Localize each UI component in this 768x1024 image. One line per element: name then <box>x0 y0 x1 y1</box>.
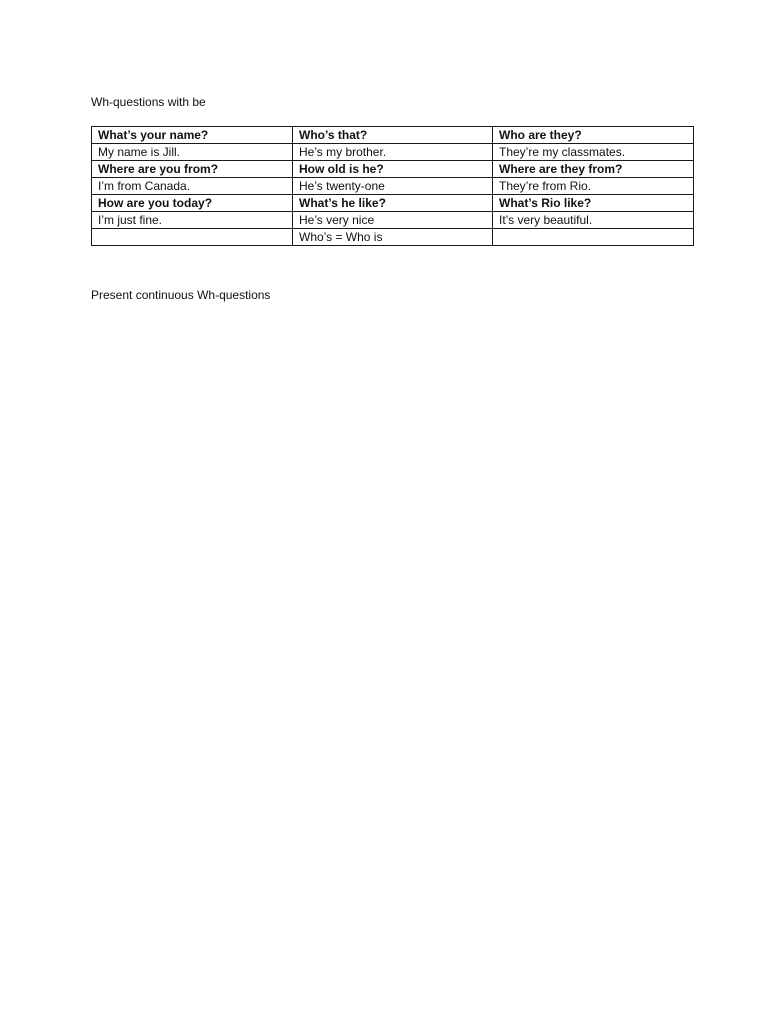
table-cell: How are you today? <box>92 195 293 212</box>
table-row-answer <box>92 144 694 161</box>
wh-questions-table <box>91 126 694 246</box>
table-cell: They’re my classmates. <box>493 144 694 161</box>
section-heading-present-continuous: Present continuous Wh-questions <box>91 288 271 302</box>
table-cell: What’s your name? <box>92 127 293 144</box>
table-row-question <box>92 161 694 178</box>
table-row-question <box>92 127 694 144</box>
table-cell: Who’s = Who is <box>293 229 493 246</box>
section-heading-wh-questions-with-be: Wh-questions with be <box>91 95 206 109</box>
table-cell: He’s very nice <box>293 212 493 229</box>
table-cell: My name is Jill. <box>92 144 293 161</box>
table-cell: What’s he like? <box>293 195 493 212</box>
table-cell: I’m from Canada. <box>92 178 293 195</box>
table-cell: He’s twenty-one <box>293 178 493 195</box>
table-cell <box>92 229 293 246</box>
table-cell: What’s Rio like? <box>493 195 694 212</box>
table-row-answer <box>92 212 694 229</box>
table-cell: Who’s that? <box>293 127 493 144</box>
table-row-note <box>92 229 694 246</box>
table-cell: It’s very beautiful. <box>493 212 694 229</box>
table-cell: Who are they? <box>493 127 694 144</box>
table-cell <box>493 229 694 246</box>
table-cell: They’re from Rio. <box>493 178 694 195</box>
table-cell: He’s my brother. <box>293 144 493 161</box>
table-cell: Where are they from? <box>493 161 694 178</box>
table-cell: How old is he? <box>293 161 493 178</box>
table-cell: Where are you from? <box>92 161 293 178</box>
table-row-answer <box>92 178 694 195</box>
table-row-question <box>92 195 694 212</box>
table-cell: I’m just fine. <box>92 212 293 229</box>
